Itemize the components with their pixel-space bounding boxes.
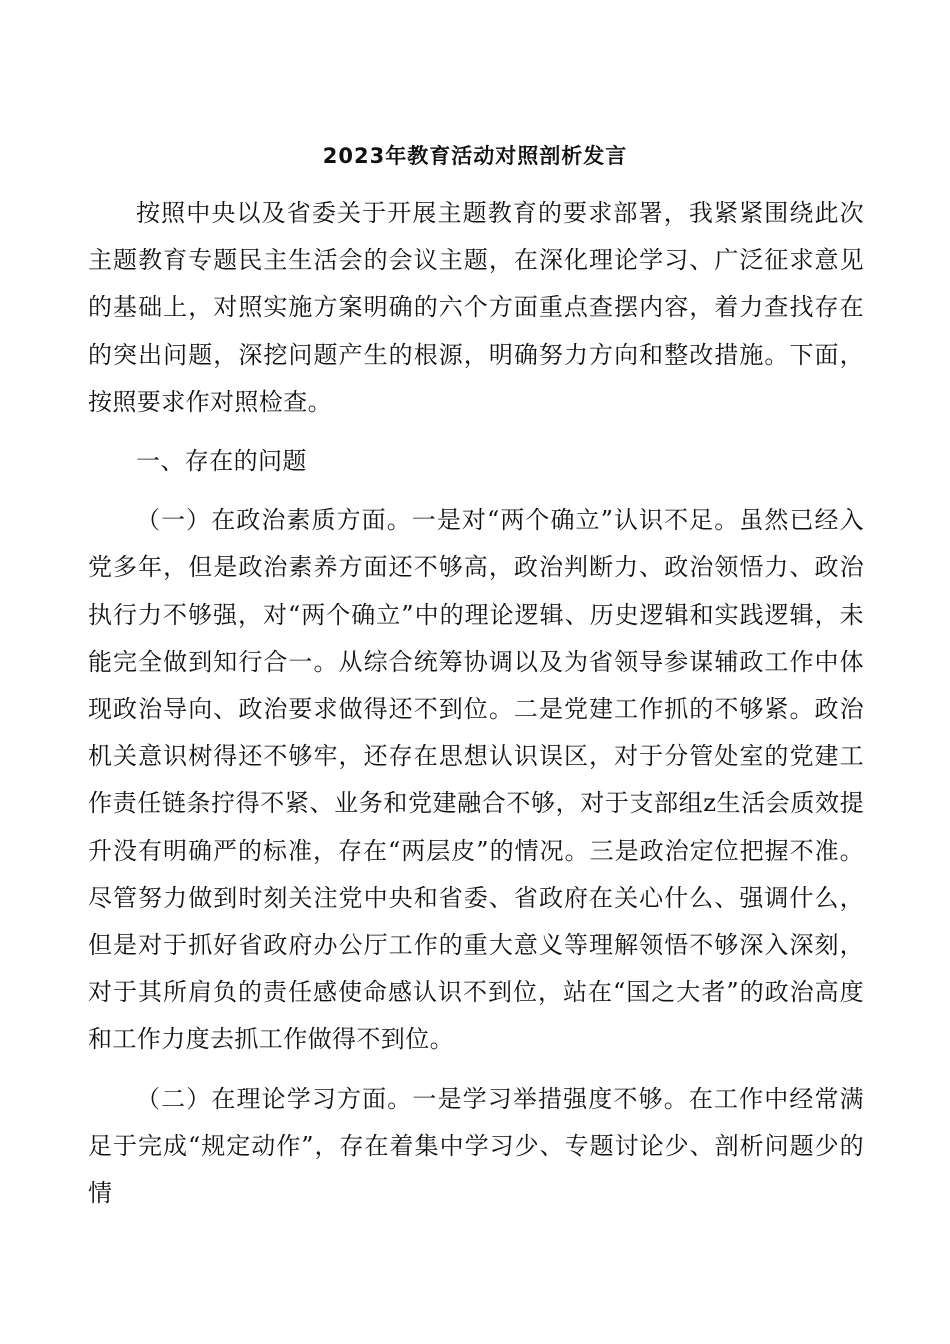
intro-paragraph: 按照中央以及省委关于开展主题教育的要求部署，我紧紧围绕此次主题教育专题民主生活会的会议主题，在深化理论学习、广泛征求意见的基础上，对照实施方案明确的六个方面重点查摆内容，着力查找存在的突出问题，深挖问题产生的根源，明确努力方向和整改措施。下面，按照要求作对照检查。 [88,199,864,416]
political-quality-paragraph: （一）在政治素质方面。一是对“两个确立”认识不足。虽然已经入党多年，但是政治素养方面还不够高，政治判断力、政治领悟力、政治执行力不够强，对“两个确立”中的理论逻辑、历史逻辑和实践逻辑，未能完全做到知行合一。从综合统筹协调以及为省领导参谋辅政工作中体现政治导向、政治要求做得还不到位。二是党建工作抓的不够紧。政治机关意识树得还不够牢，还存在思想认识误区，对于分管处室的党建工作责任链条拧得不紧、业务和党建融合不够，对于支部组z生活会质效提升没有明确严的标准，存在“两层皮”的情况。三是政治定位把握不准。尽管努力做到时刻关注党中央和省委、省政府在关心什么、强调什么，但是对于抓好省政府办公厅工作的重大意义等理解领悟不够深入深刻，对于其所肩负的责任感使命感认识不到位，站在“国之大者”的政治高度和工作力度去抓工作做得不到位。 [88,506,864,1054]
theory-study-paragraph: （二）在理论学习方面。一是学习举措强度不够。在工作中经常满足于完成“规定动作”，存在着集中学习少、专题讨论少、剖析问题少的情 [88,1084,864,1208]
section-heading: 一、存在的问题 [136,447,307,476]
document-body [88,190,864,1217]
document-title: 2023年教育活动对照剖析发言 [322,144,628,168]
